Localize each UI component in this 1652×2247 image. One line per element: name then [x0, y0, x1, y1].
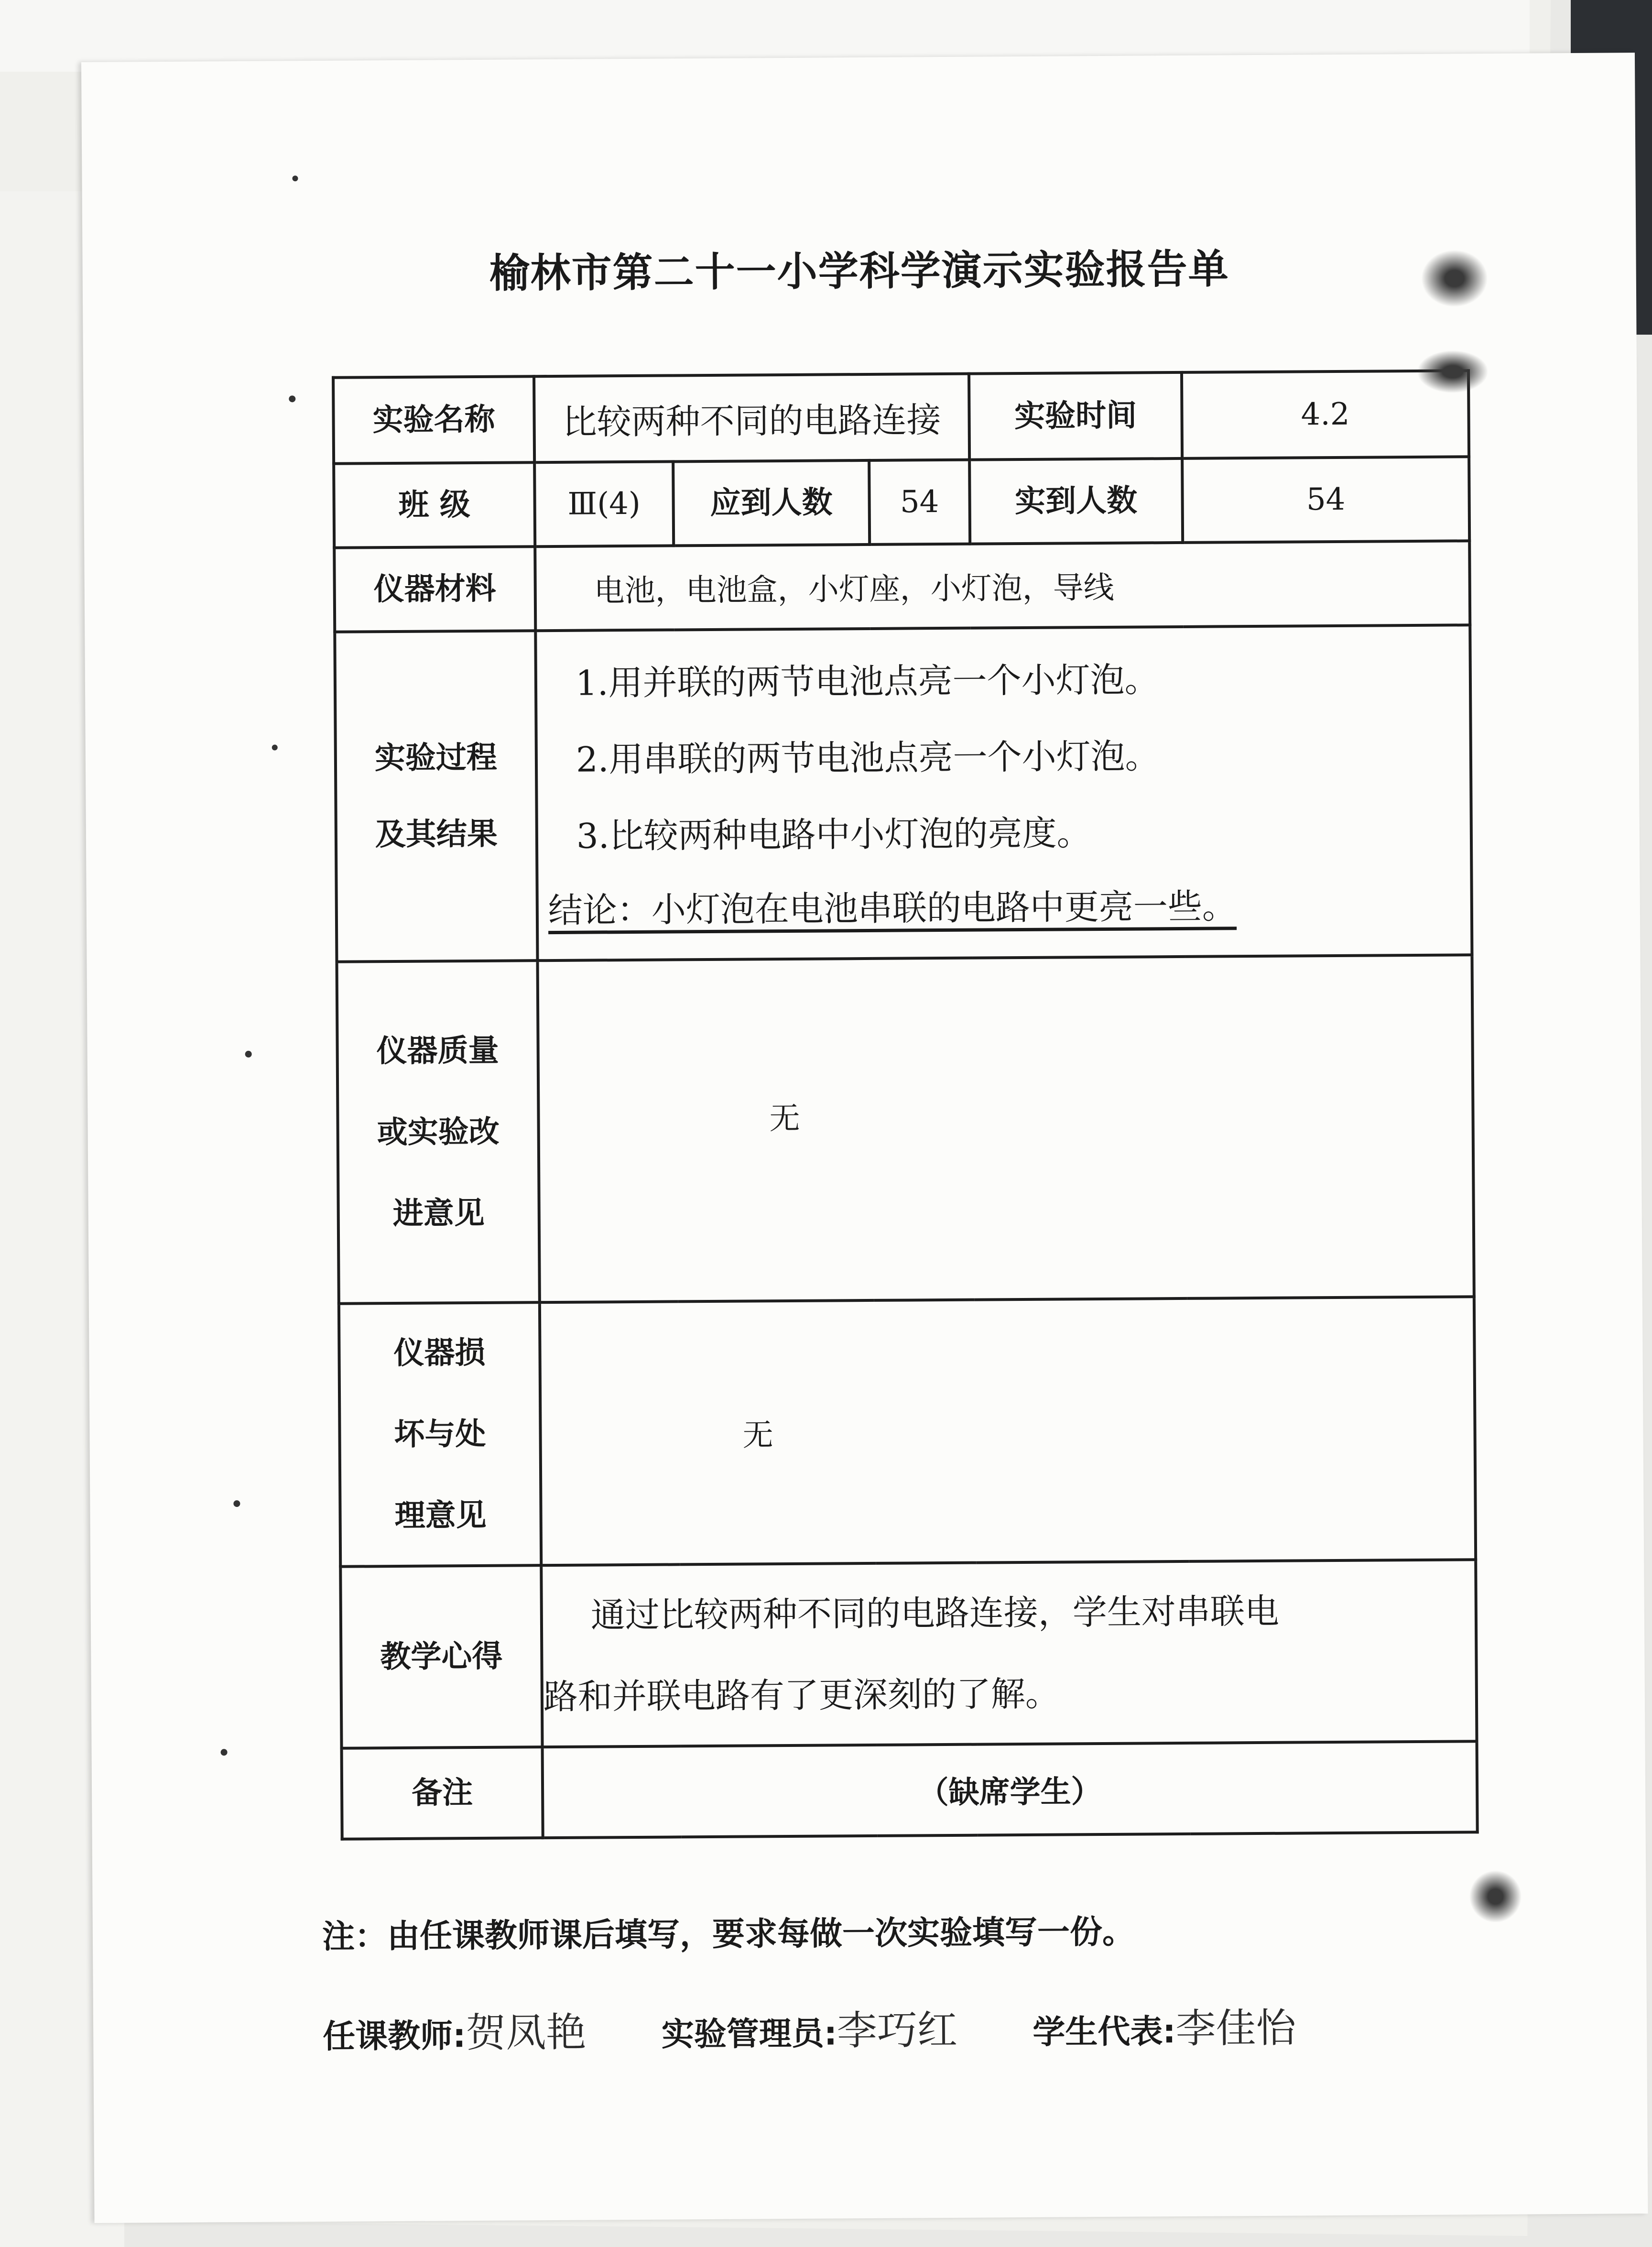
- row-quality: [337, 955, 1474, 1303]
- row-damage: [339, 1297, 1476, 1566]
- label-quality: [337, 960, 540, 1304]
- label-expected: 应到人数: [673, 460, 869, 546]
- row-materials: [334, 541, 1470, 632]
- label-quality-line2: 或实验改: [377, 1114, 500, 1150]
- value-quality: 无: [537, 955, 1474, 1302]
- value-damage: 无: [540, 1297, 1476, 1565]
- label-damage-line1: 仪器损: [393, 1335, 486, 1372]
- row-class: [334, 457, 1469, 548]
- label-exp-time: 实验时间: [969, 372, 1182, 460]
- label-actual: 实到人数: [969, 458, 1183, 544]
- value-reflection: [541, 1560, 1477, 1747]
- label-reflection: 教学心得: [340, 1565, 542, 1748]
- process-step-2: 2.用串联的两节电池点亮一个小灯泡。: [576, 736, 1160, 780]
- signatures: [323, 1996, 1296, 2060]
- manager-label: 实验管理员:: [661, 2015, 837, 2054]
- reflection-line-1: 通过比较两种不同的电路连接，学生对串联电: [590, 1591, 1280, 1636]
- label-process-line2: 及其结果: [375, 816, 498, 853]
- row-process: [335, 625, 1472, 961]
- process-step-3: 3.比较两种电路中小灯泡的亮度。: [576, 813, 1091, 856]
- ink-dot: [272, 745, 278, 751]
- label-damage-line3: 理意见: [394, 1497, 487, 1534]
- teacher-label: 任课教师:: [322, 2017, 466, 2056]
- ink-dot: [233, 1500, 240, 1507]
- reflection-line-2: 路和并联电路有了更深刻的了解。: [543, 1673, 1060, 1717]
- ink-smudge: [1421, 250, 1488, 307]
- teacher-signature: 贺凤艳: [466, 2008, 587, 2057]
- value-remarks: （缺席学生）: [543, 1741, 1478, 1838]
- ink-smudge: [1469, 1870, 1522, 1923]
- report-table: [332, 369, 1479, 1840]
- value-exp-name: 比较两种不同的电路连接: [534, 374, 969, 463]
- ink-dot: [292, 175, 298, 181]
- row-remarks: [342, 1741, 1478, 1839]
- label-damage-line2: 坏与处: [394, 1416, 486, 1453]
- student-signature: 李佳怡: [1175, 2004, 1296, 2052]
- manager-signature: 李巧红: [837, 2006, 958, 2054]
- label-exp-name: 实验名称: [333, 376, 534, 464]
- value-exp-time: 4.2: [1182, 371, 1469, 458]
- label-remarks: 备注: [342, 1747, 543, 1839]
- row-exp-name: [333, 371, 1469, 464]
- process-step-1: 1.用并联的两节电池点亮一个小灯泡。: [575, 659, 1159, 703]
- row-reflection: [340, 1560, 1477, 1748]
- value-process: [535, 625, 1472, 960]
- student-label: 学生代表:: [1032, 2013, 1176, 2051]
- ink-smudge: [1417, 350, 1489, 393]
- page-title: 榆林市第二十一小学科学演示实验报告单: [489, 245, 1229, 297]
- value-materials: 电池，电池盒，小灯座，小灯泡，导线: [535, 541, 1470, 631]
- value-actual: 54: [1182, 457, 1469, 543]
- label-process: [335, 631, 537, 962]
- label-process-line1: 实验过程: [374, 740, 498, 776]
- label-quality-line3: 进意见: [392, 1195, 485, 1232]
- value-class: Ⅲ(4): [534, 461, 674, 546]
- value-expected: 54: [869, 460, 970, 545]
- label-materials: 仪器材料: [334, 546, 535, 632]
- label-class: 班 级: [334, 462, 535, 548]
- ink-dot: [289, 395, 295, 402]
- ink-dot: [221, 1749, 228, 1756]
- report-sheet: [81, 53, 1648, 2223]
- label-damage: [339, 1302, 541, 1567]
- ink-dot: [245, 1051, 252, 1058]
- process-conclusion: 结论：小灯泡在电池串联的电路中更亮一些。: [548, 886, 1237, 931]
- label-quality-line1: 仪器质量: [376, 1033, 499, 1069]
- footer-note: 注：由任课教师课后填写，要求每做一次实验填写一份。: [322, 1913, 1135, 1956]
